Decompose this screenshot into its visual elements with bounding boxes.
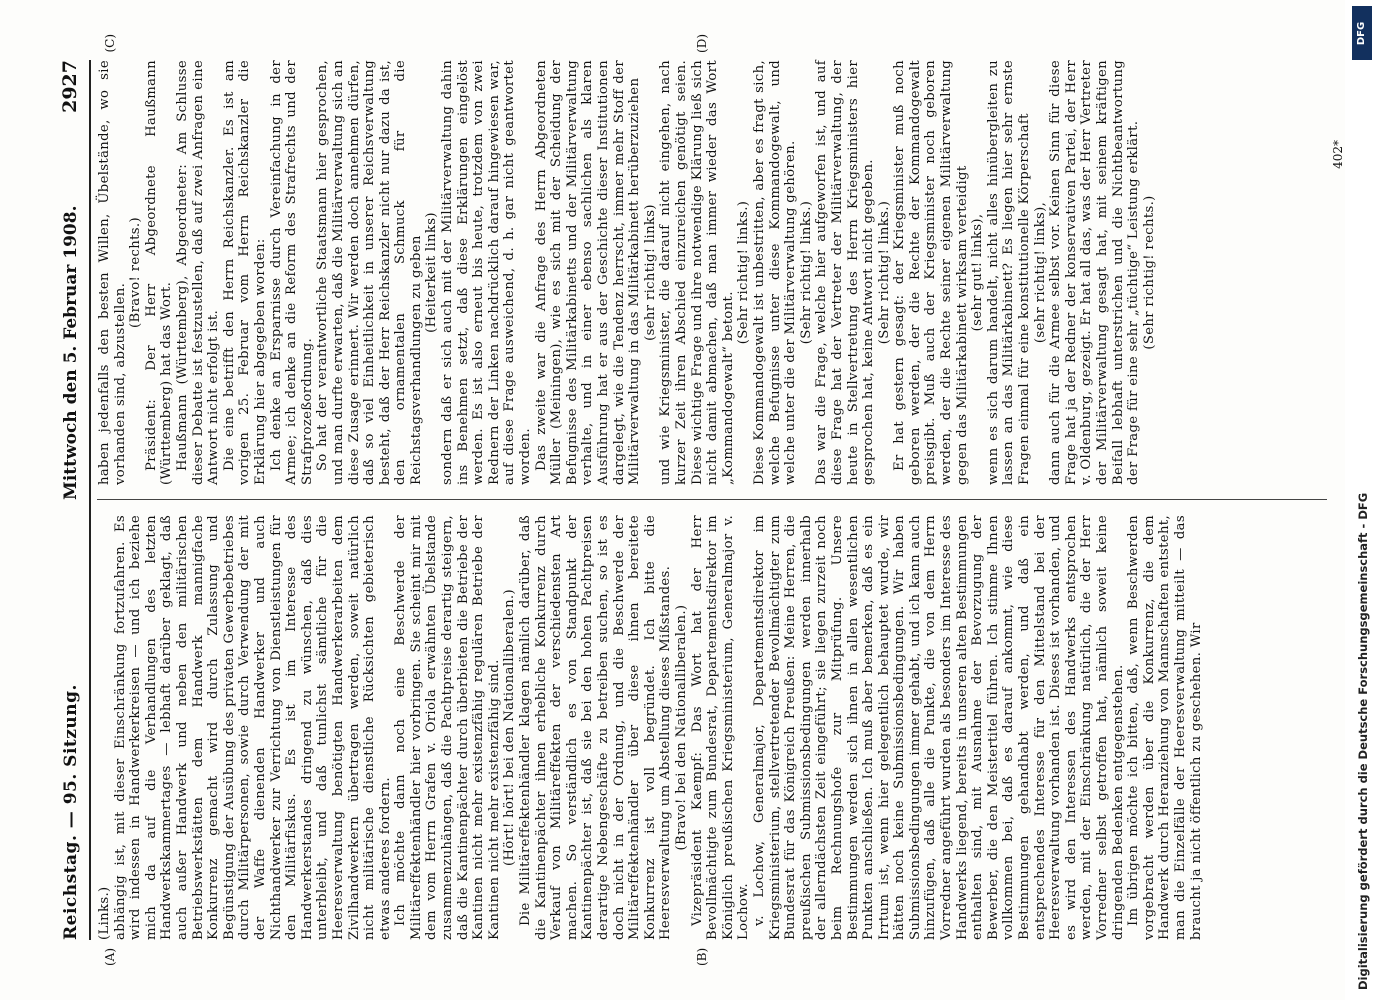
right-paragraph: (sehr richtig! links)	[642, 204, 658, 341]
margin-marker-b: (B)	[695, 947, 709, 966]
left-paragraph: (Links.)	[97, 886, 112, 940]
header-left: Reichstag. — 95. Sitzung.	[61, 684, 81, 940]
left-paragraph: abhängig ist, mit dieser Einschränkung fortzufahren. Es wird indessen in Handwerkerkreisen — und ich beziehe mich da auf die Verhandlungen des letzten Handwerkskammertages — lebhaft darüber geklagt, daß auch außer Handwerk und neben den militärischen Betriebswerkstätten dem Handwerk mannigfache Konkurrenz gemacht wird durch Zulassung und Begünstigung der Ausübung des privaten Gewerbebetriebes durch Militärpersonen, sowie durch Verwendung der mit der Waffe dienenden Handwerker und auch Nichthandwerker zur Verrichtung von Dienstleistungen für den Militärfiskus. Es ist im Interesse des Handwerkerstandes dringend zu wünschen, daß dies unterbleibt, und daß tunlichst sämtliche für die Heeresverwaltung benötigten Handwerkerarbeiten dem Zivilhandwerkern übertragen werden, soweit natürlich nicht militärische dienstliche Rücksichten gebieterisch etwas anderes fordern.	[112, 515, 393, 940]
right-paragraph: So hat der verantwortliche Staatsmann hier gesprochen, und man durfte erwarten, daß die Militärverwaltung sich an diese Zusage erinnert. Wir werden doch annehmen dürfen, daß so viel Einheitlichkeit in unserer Reichsverwaltung besteht, daß der Herr Reichskanzler nicht nur dazu da ist, den ornamentalen Schmuck für die Reichstagsverhandlungen zu geben	[315, 60, 424, 485]
left-paragraph: (Hört! hört! bei den Nationalliberalen.)	[502, 589, 518, 866]
digitization-credit: Digitalisierung gefördert durch die Deutsche Forschungsgemeinschaft - DFG	[1356, 492, 1370, 990]
right-paragraph: (Sehr richtig! rechts.)	[1141, 195, 1157, 350]
margin-marker-c: (C)	[103, 34, 117, 53]
text-column-left	[97, 515, 1327, 940]
right-paragraph: (Heiterkeit links)	[424, 212, 440, 333]
right-paragraph: haben jedenfalls den besten Willen, Übelstände, wo sie vorhanden sind, abzustellen.	[97, 60, 128, 485]
right-paragraph: Diese Kommandogewalt ist unbestritten, aber es fragt sich, welche Befugnisse unter diese Kommandogewalt, und welche unter die der Militärverwaltung gehören.	[751, 60, 799, 485]
page-number: 2927	[59, 60, 81, 113]
right-paragraph: Haußmann (Württemberg), Abgeordneter: Am Schlusse dieser Debatte ist festzustellen, daß auf zwei Anfragen eine Antwort nicht erfolgt ist.	[174, 60, 222, 485]
left-paragraph: Die Militäreffektenhändler klagen nämlich darüber, daß die Kantinenpächter ihnen erhebliche Konkurrenz durch Verkauf von Militäreffekten der verschiedensten Art machen. So verständlich es von Standpunkt der Kantinenpächter ist, daß sie bei den hohen Pachtpreisen derartige Nebengeschäfte zu betreiben suchen, so ist es doch nicht in der Ordnung, und die Beschwerde der Militäreffektenhändler über diese ihnen bereitete Konkurrenz ist voll begründet. Ich bitte die Heeresverwaltung um Abstellung dieses Mißstandes.	[518, 515, 674, 940]
right-paragraph: (Sehr richtig! links.)	[876, 200, 892, 345]
right-paragraph: wenn es sich darum handelt, nicht alles hinübergleiten zu lassen an das Militärkabinett? Es liegen hier sehr ernste Fragen einmal für eine konstitutionelle Körperschaft	[985, 60, 1033, 485]
right-paragraph: sondern daß er sich auch mit der Militärverwaltung dahin ins Benehmen setzt, daß diese Erklärungen eingelöst werden. Es ist also erneut bis heute, trotzdem von zwei Rednern der Linken nachdrücklich darauf hingewiesen war, auf diese Frage ausweichend, d. h. gar nicht geantwortet worden.	[440, 60, 534, 485]
page-body	[55, 34, 1345, 966]
right-paragraph: und wie Kriegsminister, die darauf nicht eingehen, nach kurzer Zeit ihren Abschied einzureichen genötigt seien. Diese wichtige Frage und ihre notwendige Klärung ließ sich nicht damit abmachen, daß man immer wieder das Wort „Kommandogewalt“ betont.	[658, 60, 736, 485]
right-paragraph: Die eine betrifft den Herrn Reichskanzler. Es ist am vorigen 25. Februar vom Herrn Reichskanzler die Erklärung hier abgegeben worden:	[221, 60, 268, 485]
left-paragraph: Im übrigen möchte ich bitten, daß, wenn Beschwerden vorgebracht werden über die Konkurrenz, die dem Handwerk durch Heranziehung von Mannschaften entsteht, man die Einzelfälle der Heeresverwaltung mitteilt — das braucht ja nicht öffentlich zu geschehen. Wir	[1126, 515, 1204, 940]
left-paragraph: Vizepräsident Kaempf: Das Wort hat der Herr Bevollmächtigte zum Bundesrat, Departementsdirektor im Königlich preußischen Kriegsministerium, Generalmajor v. Lochow.	[689, 515, 752, 940]
right-paragraph: Das zweite war die Anfrage des Herrn Abgeordneten Müller (Meiningen), wie es sich mit der Scheidung der Befugnisse des Militärkabinetts und der Militärverwaltung verhalte, und in einer ebenso sachlichen als klaren Ausführung hat er aus der Geschichte dieser Institutionen dargelegt, wie die Tendenz herrscht, immer mehr Stoff der Militärverwaltung in das Militärkabinett herüberzuziehen	[533, 60, 643, 485]
right-paragraph: (sehr gut! links),	[970, 213, 986, 332]
left-paragraph: (Bravo! bei den Nationalliberalen.)	[673, 604, 689, 851]
right-paragraph: (Sehr richtig! links.)	[736, 200, 752, 345]
footer-signature-mark: 402*	[1331, 140, 1345, 169]
right-paragraph: (sehr richtig! links),	[1032, 201, 1048, 344]
left-paragraph: v. Lochow, Generalmajor, Departementsdirektor im Kriegsministerium, stellvertretender Bevollmächtigter zum Bundesrat für das Königreich Preußen: Meine Herren, die preußischen Submissionsbedingungen werden innerhalb der allerndächsten Zeit eingeführt; sie liegen zurzeit noch beim Rechnungshofe zur Mitprüfung. Unsere Bestimmungen werden sich ihnen in allen wesentlichen Punkten anschließen. Ich muß aber bemerken, daß es ein Irrtum ist, wenn hier gelegentlich behauptet wurde, wir hätten noch keine Submissionsbedingungen. Wir haben Submissionsbedingungen immer gehabt, und ich kann auch hinzufügen, daß alle die Punkte, die von dem Herrn Vorredner angeführt wurden als besonders im Interesse des Handwerks liegend, bereits in unseren alten Bestimmungen enthalten sind, mit Ausnahme der Bevorzugung der Bewerber, die den Meistertitel führen. Ich stimme Ihnen vollkommen bei, daß es darauf ankommt, wie diese Bestimmungen gehandhabt werden, und daß ein entsprechendes Interesse für den Mittelstand bei der Heeresverwaltung vorhanden ist. Dieses ist vorhanden, und es wird den Interessen des Handwerks entsprochen werden, mit der Einschränkung natürlich, die der Herr Vorredner selbst getroffen hat, nämlich soweit keine dringenden Bedenken entgegenstehen.	[751, 515, 1126, 940]
right-paragraph: Das war die Frage, welche hier aufgeworfen ist, und auf diese Frage hat der Vertreter der Militärverwaltung, der heute in Stellvertretung des Herrn Kriegsministers hier gesprochen hat, keine Antwort nicht gegeben.	[814, 60, 877, 485]
header-date: Mittwoch den 5. Februar 1908.	[61, 205, 81, 500]
column-divider	[97, 499, 1327, 500]
right-paragraph: (Bravo! rechts.)	[128, 217, 144, 328]
margin-marker-d: (D)	[695, 34, 709, 53]
dfg-logo: DFG	[1352, 6, 1372, 60]
left-paragraph: Ich möchte dann noch eine Beschwerde der Militäreffektenhändler hier vorbringen. Sie scheint mir mit dem vom Herrn Grafen v. Oriola erwähnten Übelstande zusammenzuhängen, daß die Pachtpreise derartig steigern, daß die Kantinenpächter durch überbieten die Betriebe der Kantinen nicht mehr existenzfähig regulären Betriebe der Kantinen nicht mehr existenzfähig sind.	[393, 515, 502, 940]
right-paragraph: Präsident: Der Herr Abgeordnete Haußmann (Württemberg) hat das Wort.	[143, 60, 175, 485]
text-column-right	[97, 60, 1327, 485]
right-paragraph: (Sehr richtig! links.)	[798, 200, 814, 345]
right-paragraph: Ich denke an Ersparnisse durch Vereinfachung in der Armee; ich denke an die Reform des Strafrechts und der Strafprozeßordnung.	[268, 60, 315, 485]
right-paragraph: Er hat gestern gesagt: der Kriegsminister muß noch geboren werden, der die Rechte der Kommandogewalt preisgibt. Muß auch der Kriegsminister noch geboren werden, der die Rechte seiner eigenen Militärverwaltung gegen das Militärkabinett wirksam verteidigt	[892, 60, 970, 485]
right-paragraph: dann auch für die Armee selbst vor. Keinen Sinn für diese Frage hat ja der Redner der konservativen Partei, der Herr v. Oldenburg, gezeigt. Er hat all das, was der Herr Vertreter der Militärverwaltung gesagt hat, mit seinem kräftigen Beifall lebhaft unterstrichen und die Nichtbeantwortung der Frage für eine sehr „tüchtige“ Leistung erklärt.	[1048, 60, 1142, 485]
running-header	[55, 60, 91, 940]
margin-marker-a: (A)	[103, 947, 117, 966]
